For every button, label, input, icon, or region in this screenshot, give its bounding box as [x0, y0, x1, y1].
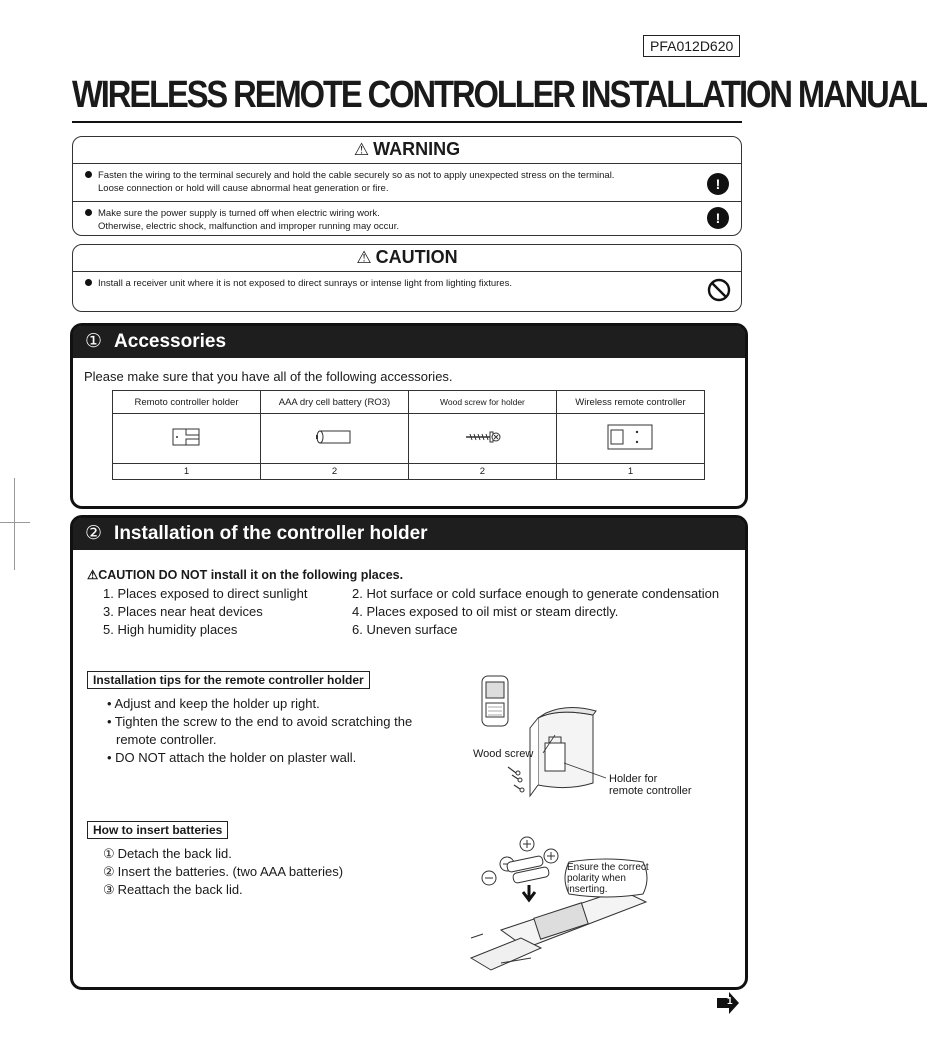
- accessories-intro: Please make sure that you have all of the following accessories.: [84, 369, 453, 384]
- quantity-cell: 1: [113, 464, 261, 480]
- place-item: 1. Places exposed to direct sunlight: [103, 586, 308, 601]
- place-item: 2. Hot surface or cold surface enough to generate condensation: [352, 586, 720, 601]
- remote-cell: [556, 414, 704, 464]
- caution-box: [72, 244, 742, 312]
- column-header: Remoto controller holder: [113, 391, 261, 414]
- section-header: ② Installation of the controller holder: [73, 518, 745, 550]
- quantity-cell: 2: [260, 464, 408, 480]
- remote-controller-icon: [607, 424, 653, 450]
- batteries-title: How to insert batteries: [87, 821, 228, 839]
- quantity-cell: 2: [408, 464, 556, 480]
- places-left: [103, 585, 308, 639]
- accessories-table: [112, 390, 705, 480]
- tips-list: [107, 695, 412, 767]
- tip-item: remote controller.: [116, 732, 217, 747]
- step-item: ③ Reattach the back lid.: [103, 882, 243, 897]
- place-item: 6. Uneven surface: [352, 622, 458, 637]
- step-item: ① Detach the back lid.: [103, 846, 232, 861]
- caution-item: Install a receiver unit where it is not exposed to direct sunrays or intense light from lighting fixtures.: [73, 272, 741, 290]
- quantity-cell: 1: [556, 464, 704, 480]
- title-rule: [72, 121, 742, 123]
- crop-mark: [0, 522, 30, 523]
- screw-icon: [462, 428, 502, 446]
- battery-icon: [314, 428, 354, 446]
- warning-item: Make sure the power supply is turned off when electric wiring work. Otherwise, electric shock, malfunction and improper running may occur. !: [73, 202, 741, 237]
- bullet-icon: [85, 171, 92, 178]
- screw-cell: [408, 414, 556, 464]
- warning-box: [72, 136, 742, 236]
- bullet-icon: [85, 279, 92, 286]
- caution-heading: ⚠ CAUTION: [356, 247, 458, 267]
- step-item: ② Insert the batteries. (two AAA batteries): [103, 864, 344, 879]
- place-item: 3. Places near heat devices: [103, 604, 263, 619]
- polarity-note: Ensure the correct polarity when inserting.: [567, 862, 649, 895]
- battery-cell: [260, 414, 408, 464]
- tip-item: • Tighten the screw to the end to avoid scratching the: [107, 714, 413, 729]
- holder-label: Holder for remote controller: [609, 773, 692, 797]
- place-item: 5. High humidity places: [103, 622, 238, 637]
- bullet-icon: [85, 209, 92, 216]
- warning-triangle-icon: ⚠: [353, 140, 370, 159]
- places-right: [352, 585, 719, 639]
- tip-item: • DO NOT attach the holder on plaster wall.: [107, 750, 357, 765]
- tip-item: • Adjust and keep the holder up right.: [107, 696, 320, 711]
- wood-screw-label: Wood screw: [473, 748, 534, 760]
- crop-mark: [14, 478, 15, 570]
- accessories-section: [70, 323, 748, 509]
- holder-illustration: [468, 673, 608, 808]
- column-header: Wood screw for holder: [408, 391, 556, 414]
- tips-title: Installation tips for the remote controller holder: [87, 671, 370, 689]
- page-number: 1: [727, 996, 733, 1007]
- holder-icon: [172, 428, 200, 446]
- warning-item: Fasten the wiring to the terminal securely and hold the cable securely so as not to apply unexpected stress on the terminal. Loose connection or hold will cause abnormal heat generation or fire. !: [73, 164, 741, 201]
- place-item: 4. Places exposed to oil mist or steam directly.: [352, 604, 619, 619]
- page-title: WIRELESS REMOTE CONTROLLER INSTALLATION MANUAL: [72, 74, 927, 116]
- warning-heading: ⚠ WARNING: [353, 139, 461, 159]
- caution-triangle-icon: ⚠: [356, 248, 372, 267]
- holder-cell: [113, 414, 261, 464]
- holder-installation-section: [70, 515, 748, 990]
- steps-list: [103, 845, 343, 899]
- mandatory-icon: !: [707, 207, 729, 229]
- caution-line: ⚠CAUTION DO NOT install it on the following places.: [87, 568, 404, 582]
- column-header: Wireless remote controller: [556, 391, 704, 414]
- column-header: AAA dry cell battery (RO3): [260, 391, 408, 414]
- mandatory-icon: !: [707, 173, 729, 195]
- section-header: ① Accessories: [73, 326, 745, 358]
- document-code: PFA012D620: [643, 35, 740, 57]
- prohibited-icon: [707, 278, 731, 302]
- battery-illustration: [471, 830, 671, 970]
- caution-triangle-icon: ⚠: [87, 568, 99, 582]
